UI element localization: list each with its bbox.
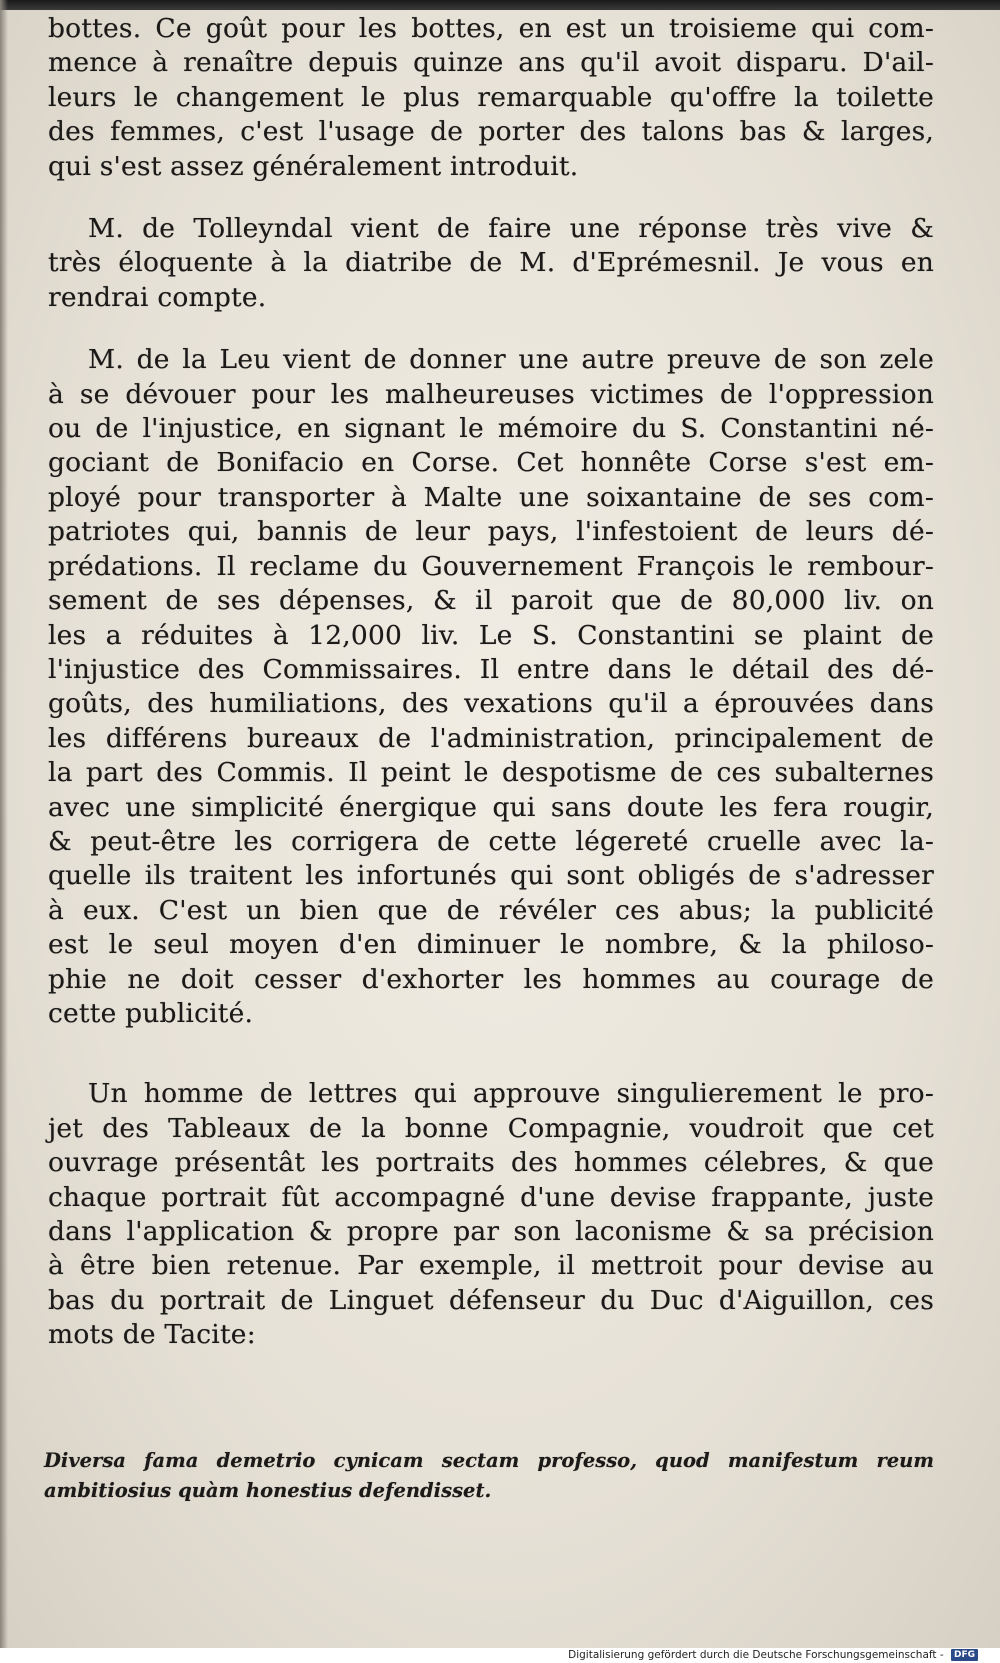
text-line: à eux. C'est un bien que de révéler ces abus; la publicité xyxy=(48,894,934,926)
text-line: phie ne doit cesser d'exhorter les hommes au courage de xyxy=(48,963,934,995)
text-line: goûts, des humiliations, des vexations qu'il a éprouvées dans xyxy=(48,688,934,720)
text-line: ou de l'injustice, en signant le mémoire du S. Constantini né- xyxy=(48,413,934,445)
text-line: leurs le changement le plus remarquable qu'offre la toilette xyxy=(48,81,934,113)
text-line: bottes. Ce goût pour les bottes, en est un troisieme qui com- xyxy=(48,13,934,44)
text-line: M. de la Leu vient de donner une autre preuve de son zele xyxy=(88,344,934,376)
text-line: rendrai compte. xyxy=(48,281,267,313)
text-line: quelle ils traitent les infortunés qui sont obligés de s'adresser xyxy=(48,860,934,892)
page-body xyxy=(48,12,934,1353)
footer-credit xyxy=(568,1649,978,1661)
quote-line: ambitiosius quàm honestius defendisset. xyxy=(44,1479,492,1502)
text-line: les différens bureaux de l'administration, principalement de xyxy=(48,722,934,754)
paragraph-1 xyxy=(48,12,934,184)
text-line: qui s'est assez généralement introduit. xyxy=(48,150,579,182)
paragraph-4 xyxy=(48,1077,934,1352)
text-line: cette publicité. xyxy=(48,997,254,1029)
paragraph-2 xyxy=(48,212,934,315)
text-line: M. de Tolleyndal vient de faire une réponse très vive & xyxy=(88,213,934,245)
text-line: à se dévouer pour les malheureuses victimes de l'oppression xyxy=(48,378,934,410)
dfg-logo-icon[interactable]: DFG xyxy=(951,1649,978,1661)
text-line: est le seul moyen d'en diminuer le nombre, & la philoso- xyxy=(48,929,934,961)
text-line: avec une simplicité énergique qui sans doute les fera rougir, xyxy=(48,791,934,823)
paragraph-gap xyxy=(48,1031,934,1077)
paragraph-gap xyxy=(48,184,934,212)
text-line: sement de ses dépenses, & il paroit que de 80,000 liv. on xyxy=(48,585,934,617)
text-line: ouvrage présentât les portraits des hommes célebres, & que xyxy=(48,1147,934,1179)
text-line: & peut-être les corrigera de cette légereté cruelle avec la- xyxy=(48,825,934,857)
latin-quotation xyxy=(44,1446,934,1506)
text-line: prédations. Il reclame du Gouvernement François le rembour- xyxy=(48,550,934,582)
text-line: des femmes, c'est l'usage de porter des talons bas & larges, xyxy=(48,116,934,148)
text-line: Un homme de lettres qui approuve singulierement le pro- xyxy=(88,1078,934,1110)
text-line: dans l'application & propre par son laconisme & sa précision xyxy=(48,1216,934,1247)
paragraph-gap xyxy=(48,315,934,343)
text-line: mence à renaître depuis quinze ans qu'il avoit disparu. D'ail- xyxy=(48,47,934,79)
text-line: jet des Tableaux de la bonne Compagnie, voudroit que cet xyxy=(48,1112,934,1144)
text-line: les a réduites à 12,000 liv. Le S. Constantini se plaint de xyxy=(48,619,934,651)
text-line: mots de Tacite: xyxy=(48,1319,256,1351)
text-line: très éloquente à la diatribe de M. d'Eprémesnil. Je vous en xyxy=(48,247,934,279)
text-line: gociant de Bonifacio en Corse. Cet honnête Corse s'est em- xyxy=(48,447,934,479)
digitization-footer xyxy=(0,1648,1000,1663)
text-line: l'injustice des Commissaires. Il entre dans le détail des dé- xyxy=(48,653,934,685)
text-line: patriotes qui, bannis de leur pays, l'infestoient de leurs dé- xyxy=(48,516,934,548)
text-line: bas du portrait de Linguet défenseur du Duc d'Aiguillon, ces xyxy=(48,1284,934,1316)
footer-credit-text: Digitalisierung gefördert durch die Deutsche Forschungsgemeinschaft - xyxy=(568,1649,944,1661)
text-line: la part des Commis. Il peint le despotisme de ces subalternes xyxy=(48,757,934,789)
text-line: ployé pour transporter à Malte une soixantaine de ses com- xyxy=(48,481,934,513)
text-line: chaque portrait fût accompagné d'une devise frappante, juste xyxy=(48,1181,934,1213)
quote-line: Diversa fama demetrio cynicam sectam professo, quod manifestum reum xyxy=(44,1449,934,1472)
paragraph-3 xyxy=(48,343,934,1031)
text-line: à être bien retenue. Par exemple, il mettroit pour devise au xyxy=(48,1250,934,1282)
